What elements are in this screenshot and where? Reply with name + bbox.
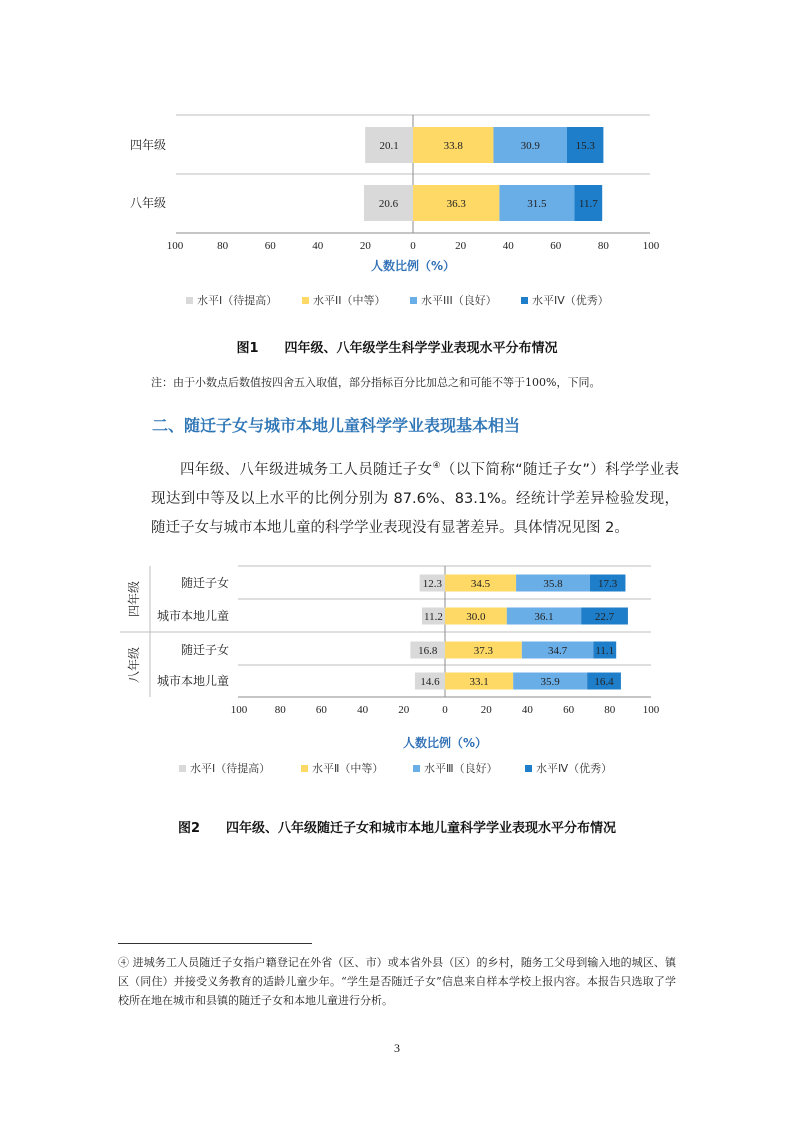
- footnote-reference[interactable]: ④: [432, 461, 441, 471]
- legend-swatch: [525, 765, 532, 772]
- legend-swatch: [413, 765, 420, 772]
- x-tick-label: 60: [315, 704, 327, 716]
- legend-swatch: [302, 297, 309, 304]
- category-label: 八年级: [129, 196, 167, 210]
- x-tick-label: 20: [455, 240, 467, 252]
- data-label: 34.5: [470, 578, 491, 590]
- legend-label: 水平Ⅰ（待提高）: [190, 762, 271, 775]
- x-tick-label: 100: [166, 240, 184, 252]
- group-label: 四年级: [127, 580, 141, 618]
- data-label: 30.0: [466, 611, 486, 623]
- x-tick-label: 80: [274, 704, 286, 716]
- x-tick-label: 100: [642, 704, 660, 716]
- footnote: ④ 进城务工人员随迁子女指户籍登记在外省（区、市）或本省外县（区）的乡村，随务工父母到输入地的城区、镇区（同住）并接受义务教育的适龄儿童少年。“学生是否随迁子女”信息来自样本学校上报内容。本报告只选取了学校所在地在城市和县镇的随迁子女和本地儿童进行分析。: [118, 956, 676, 1007]
- data-label: 15.3: [575, 140, 595, 152]
- data-label: 36.3: [446, 198, 466, 210]
- data-label: 14.6: [420, 676, 440, 688]
- data-label: 33.1: [469, 676, 489, 688]
- data-label: 20.6: [378, 198, 399, 210]
- x-tick-label: 60: [550, 240, 562, 252]
- legend-label: 水平III（良好）: [421, 294, 497, 307]
- data-label: 31.5: [527, 198, 547, 210]
- x-tick-label: 80: [604, 704, 616, 716]
- legend-label: 水平Ⅱ（中等）: [312, 762, 384, 775]
- data-label: 22.7: [594, 611, 615, 623]
- x-tick-label: 40: [357, 704, 369, 716]
- data-label: 11.7: [578, 198, 598, 210]
- figure1-chart: [0, 0, 794, 320]
- x-tick-label: 60: [264, 240, 276, 252]
- data-label: 33.8: [443, 140, 463, 152]
- figure1-caption-number: 图1: [236, 341, 259, 356]
- section-heading: 二、随迁子女与城市本地儿童科学学业表现基本相当: [152, 416, 521, 435]
- x-axis-title: 人数比例（%）: [402, 736, 488, 750]
- x-tick-label: 20: [398, 704, 410, 716]
- data-label: 17.3: [598, 578, 618, 590]
- category-label: 四年级: [129, 138, 167, 152]
- data-label: 11.2: [424, 611, 443, 623]
- legend-label: 水平IV（优秀）: [532, 294, 609, 307]
- figure2-caption-number: 图2: [177, 821, 201, 836]
- figure2-chart: [0, 550, 794, 790]
- x-tick-label: 40: [312, 240, 324, 252]
- footnote-divider: [118, 943, 312, 944]
- data-label: 12.3: [422, 578, 442, 590]
- legend-label: 水平Ⅳ（优秀）: [536, 762, 613, 775]
- legend-swatch: [301, 765, 308, 772]
- paragraph-text-after: （以下简称“随迁子女”）科学学业表现达到中等及以上水平的比例分别为 87.6%、83.1%。经统计学差异检验发现，随迁子女与城市本地儿童的科学学业表现没有显著差异。具体情况见图 2。: [151, 461, 679, 536]
- x-tick-label: 20: [359, 240, 371, 252]
- data-label: 16.4: [594, 676, 614, 688]
- data-label: 36.1: [534, 611, 554, 623]
- x-tick-label: 100: [230, 704, 248, 716]
- body-paragraph: [151, 452, 679, 543]
- data-label: 30.9: [520, 140, 540, 152]
- legend-label: 水平Ⅲ（良好）: [424, 762, 498, 775]
- data-label: 34.7: [547, 645, 568, 657]
- x-tick-label: 80: [217, 240, 229, 252]
- data-label: 37.3: [473, 645, 494, 657]
- legend-label: 水平II（中等）: [313, 294, 386, 307]
- x-tick-label: 80: [597, 240, 609, 252]
- x-axis-title: 人数比例（%）: [370, 259, 456, 273]
- data-label: 20.1: [379, 140, 399, 152]
- legend-swatch: [179, 765, 186, 772]
- x-tick-label: 100: [642, 240, 660, 252]
- page-number: 3: [394, 1041, 400, 1055]
- x-tick-label: 40: [502, 240, 514, 252]
- group-label: 八年级: [127, 646, 141, 684]
- figure1-caption-text: 四年级、八年级学生科学学业表现水平分布情况: [284, 341, 558, 356]
- x-tick-label: 0: [410, 240, 416, 252]
- data-label: 16.8: [418, 645, 438, 657]
- data-label: 11.1: [595, 645, 615, 657]
- data-label: 35.8: [543, 578, 563, 590]
- category-label: 城市本地儿童: [156, 674, 229, 688]
- x-tick-label: 20: [480, 704, 492, 716]
- x-tick-label: 0: [442, 704, 448, 716]
- figure2-caption: [0, 817, 794, 836]
- x-tick-label: 40: [521, 704, 533, 716]
- figure2-caption-text: 四年级、八年级随迁子女和城市本地儿童科学学业表现水平分布情况: [226, 821, 617, 836]
- category-label: 城市本地儿童: [156, 609, 229, 623]
- category-label: 随迁子女: [180, 643, 229, 657]
- legend-swatch: [410, 297, 417, 304]
- rounding-note: 注：由于小数点后数值按四舍五入取值，部分指标百分比加总之和可能不等于100%，下同。: [151, 376, 601, 389]
- paragraph-text-before: 四年级、八年级进城务工人员随迁子女: [180, 461, 433, 478]
- category-label: 随迁子女: [180, 576, 229, 590]
- x-tick-label: 60: [563, 704, 575, 716]
- legend-swatch: [521, 297, 528, 304]
- figure1-caption: [0, 337, 794, 356]
- legend-label: 水平I（待提高）: [197, 294, 278, 307]
- legend-swatch: [186, 297, 193, 304]
- data-label: 35.9: [540, 676, 560, 688]
